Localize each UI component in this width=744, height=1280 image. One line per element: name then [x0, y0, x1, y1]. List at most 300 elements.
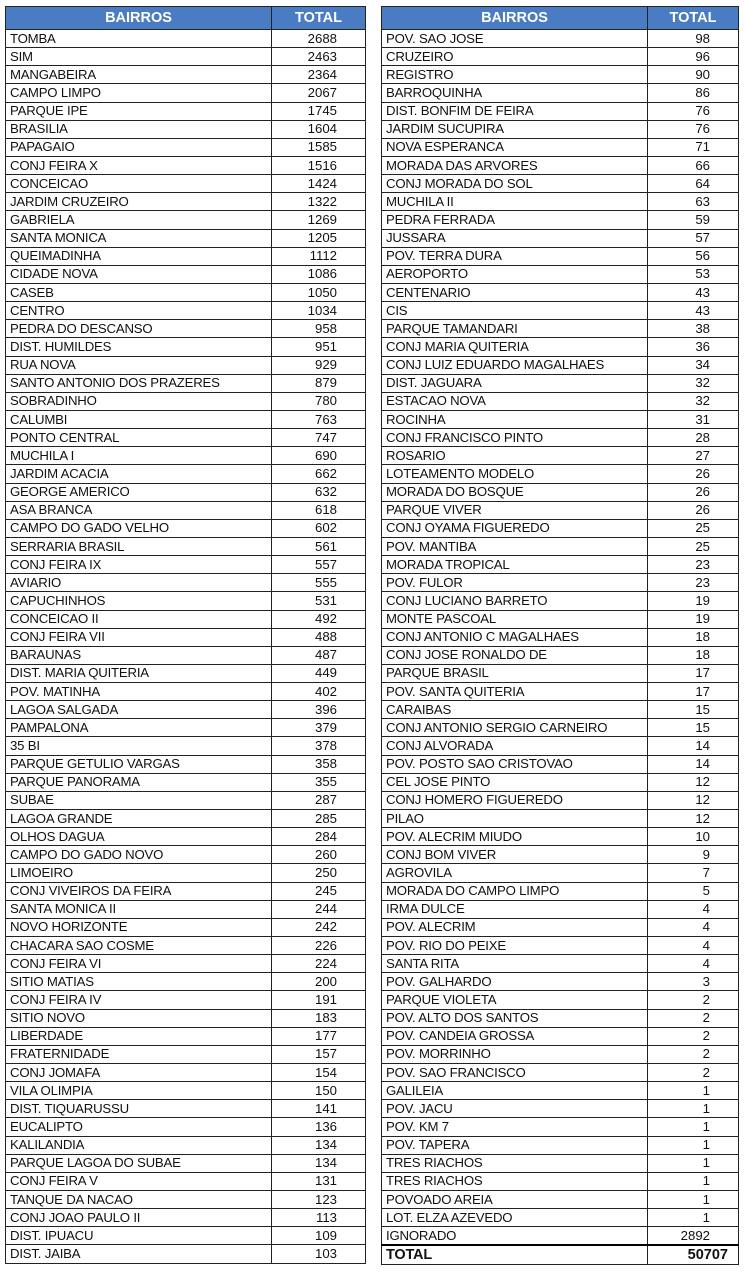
neighborhood-total: 555 — [272, 574, 366, 592]
neighborhood-name: CONJ FEIRA X — [6, 156, 272, 174]
table-row — [382, 955, 739, 973]
neighborhood-name: CONJ VIVEIROS DA FEIRA — [6, 882, 272, 900]
neighborhood-total: 285 — [272, 810, 366, 828]
neighborhood-name: PARQUE VIVER — [382, 501, 648, 519]
neighborhood-name: JARDIM SUCUPIRA — [382, 120, 648, 138]
neighborhood-name: POV. FULOR — [382, 574, 648, 592]
table-row — [382, 664, 739, 682]
neighborhood-name: PARQUE VIOLETA — [382, 991, 648, 1009]
neighborhood-name: MORADA DO BOSQUE — [382, 483, 648, 501]
neighborhood-name: CARAIBAS — [382, 701, 648, 719]
table-row — [6, 138, 366, 156]
table-row — [6, 846, 366, 864]
table-row — [382, 1136, 739, 1154]
table-row — [382, 1064, 739, 1082]
neighborhood-total: 23 — [648, 574, 739, 592]
table-row — [382, 1227, 739, 1246]
neighborhood-total: 43 — [648, 302, 739, 320]
table-row — [6, 955, 366, 973]
neighborhood-total: 154 — [272, 1064, 366, 1082]
neighborhood-name: GABRIELA — [6, 211, 272, 229]
neighborhood-total: 1 — [648, 1154, 739, 1172]
neighborhood-name: CONJ LUIZ EDUARDO MAGALHAES — [382, 356, 648, 374]
neighborhood-total: 358 — [272, 755, 366, 773]
neighborhood-name: NOVO HORIZONTE — [6, 918, 272, 936]
neighborhood-total: 224 — [272, 955, 366, 973]
neighborhood-total: 1034 — [272, 302, 366, 320]
neighborhood-total: 226 — [272, 937, 366, 955]
table-row — [6, 1245, 366, 1263]
neighborhood-name: CENTRO — [6, 302, 272, 320]
table-row — [382, 1009, 739, 1027]
neighborhood-name: QUEIMADINHA — [6, 247, 272, 265]
neighborhood-total: 1 — [648, 1191, 739, 1209]
neighborhood-total: 134 — [272, 1136, 366, 1154]
neighborhood-total: 378 — [272, 737, 366, 755]
neighborhood-total: 879 — [272, 374, 366, 392]
neighborhood-total: 561 — [272, 537, 366, 555]
neighborhood-name: DIST. HUMILDES — [6, 338, 272, 356]
table-row — [382, 410, 739, 428]
neighborhood-total: 2 — [648, 991, 739, 1009]
header-total: TOTAL — [648, 7, 739, 30]
neighborhood-name: CONJ BOM VIVER — [382, 846, 648, 864]
neighborhood-total: 90 — [648, 66, 739, 84]
neighborhood-name: POV. SAO JOSE — [382, 30, 648, 48]
table-row — [6, 283, 366, 301]
neighborhood-name: CRUZEIRO — [382, 48, 648, 66]
neighborhood-total: 396 — [272, 701, 366, 719]
neighborhood-name: ESTACAO NOVA — [382, 392, 648, 410]
neighborhood-total: 487 — [272, 646, 366, 664]
neighborhood-name: CAMPO DO GADO VELHO — [6, 519, 272, 537]
table-row — [6, 755, 366, 773]
neighborhood-name: CONJ FEIRA IX — [6, 556, 272, 574]
neighborhood-name: LAGOA SALGADA — [6, 701, 272, 719]
neighborhood-total: 17 — [648, 664, 739, 682]
neighborhood-total: 402 — [272, 683, 366, 701]
neighborhood-total: 26 — [648, 465, 739, 483]
table-row — [6, 719, 366, 737]
table-row — [382, 193, 739, 211]
neighborhood-name: CAPUCHINHOS — [6, 592, 272, 610]
neighborhood-total: 64 — [648, 175, 739, 193]
neighborhood-total: 76 — [648, 102, 739, 120]
neighborhood-name: IGNORADO — [382, 1227, 648, 1246]
table-row — [6, 882, 366, 900]
neighborhood-total: 747 — [272, 429, 366, 447]
neighborhood-total: 2688 — [272, 30, 366, 48]
neighborhood-name: POV. JACU — [382, 1100, 648, 1118]
table-row — [382, 773, 739, 791]
neighborhood-total: 618 — [272, 501, 366, 519]
table-row — [382, 175, 739, 193]
table-row — [382, 447, 739, 465]
neighborhood-name: DIST. JAIBA — [6, 1245, 272, 1263]
table-row — [382, 211, 739, 229]
neighborhood-total: 86 — [648, 84, 739, 102]
table-row — [382, 755, 739, 773]
neighborhood-total: 2364 — [272, 66, 366, 84]
neighborhood-name: 35 BI — [6, 737, 272, 755]
neighborhood-total: 763 — [272, 410, 366, 428]
neighborhood-total: 1604 — [272, 120, 366, 138]
neighborhood-name: POV. ALECRIM — [382, 918, 648, 936]
table-row — [382, 610, 739, 628]
neighborhood-name: GALILEIA — [382, 1082, 648, 1100]
neighborhood-total: 4 — [648, 918, 739, 936]
table-row — [382, 519, 739, 537]
table-row — [6, 1082, 366, 1100]
neighborhood-name: SOBRADINHO — [6, 392, 272, 410]
neighborhood-total: 4 — [648, 937, 739, 955]
table-row — [382, 973, 739, 991]
neighborhood-total: 134 — [272, 1154, 366, 1172]
neighborhood-total: 449 — [272, 664, 366, 682]
neighborhood-name: POVOADO AREIA — [382, 1191, 648, 1209]
neighborhood-name: CALUMBI — [6, 410, 272, 428]
table-row — [6, 683, 366, 701]
table-row — [6, 175, 366, 193]
neighborhood-name: SITIO NOVO — [6, 1009, 272, 1027]
neighborhood-total: 287 — [272, 791, 366, 809]
table-row — [6, 1064, 366, 1082]
neighborhood-name: POV. SANTA QUITERIA — [382, 683, 648, 701]
neighborhood-total: 4 — [648, 955, 739, 973]
neighborhood-name: DIST. JAGUARA — [382, 374, 648, 392]
neighborhood-total: 2067 — [272, 84, 366, 102]
table-row — [6, 392, 366, 410]
table-row — [6, 1100, 366, 1118]
table-row — [382, 429, 739, 447]
neighborhood-name: AGROVILA — [382, 864, 648, 882]
neighborhood-total: 43 — [648, 283, 739, 301]
neighborhood-name: CONCEICAO II — [6, 610, 272, 628]
neighborhood-total: 177 — [272, 1027, 366, 1045]
table-row — [6, 1009, 366, 1027]
neighborhood-total: 245 — [272, 882, 366, 900]
table-row — [6, 1118, 366, 1136]
neighborhood-total: 12 — [648, 773, 739, 791]
neighborhood-total: 59 — [648, 211, 739, 229]
neighborhood-total: 1 — [648, 1136, 739, 1154]
neighborhood-total: 66 — [648, 156, 739, 174]
neighborhood-name: PAMPALONA — [6, 719, 272, 737]
neighborhood-name: SANTA RITA — [382, 955, 648, 973]
neighborhood-name: LOTEAMENTO MODELO — [382, 465, 648, 483]
table-row — [382, 937, 739, 955]
table-row — [382, 1154, 739, 1172]
neighborhood-name: CONCEICAO — [6, 175, 272, 193]
neighborhood-name: JARDIM ACACIA — [6, 465, 272, 483]
table-row — [6, 229, 366, 247]
neighborhood-name: POV. TAPERA — [382, 1136, 648, 1154]
neighborhood-name: RUA NOVA — [6, 356, 272, 374]
neighborhood-total: 250 — [272, 864, 366, 882]
neighborhood-total: 25 — [648, 537, 739, 555]
table-row — [6, 1227, 366, 1245]
table-row — [382, 392, 739, 410]
neighborhood-total: 1 — [648, 1100, 739, 1118]
table-row — [382, 646, 739, 664]
neighborhood-total: 2 — [648, 1064, 739, 1082]
table-row — [382, 501, 739, 519]
neighborhood-name: CONJ FRANCISCO PINTO — [382, 429, 648, 447]
neighborhood-total: 200 — [272, 973, 366, 991]
table-row — [6, 84, 366, 102]
neighborhood-total: 242 — [272, 918, 366, 936]
neighborhood-name: POV. MATINHA — [6, 683, 272, 701]
neighborhood-total: 63 — [648, 193, 739, 211]
neighborhood-total: 15 — [648, 719, 739, 737]
neighborhood-name: MORADA DO CAMPO LIMPO — [382, 882, 648, 900]
neighborhood-total: 31 — [648, 410, 739, 428]
neighborhood-total: 183 — [272, 1009, 366, 1027]
table-row — [6, 465, 366, 483]
table-row — [6, 447, 366, 465]
table-row — [6, 410, 366, 428]
table-row — [382, 1191, 739, 1209]
neighborhood-name: CONJ FEIRA V — [6, 1172, 272, 1190]
table-row — [6, 1136, 366, 1154]
neighborhood-name: LOT. ELZA AZEVEDO — [382, 1209, 648, 1227]
table-row — [6, 193, 366, 211]
table-row — [382, 229, 739, 247]
neighborhood-total: 1745 — [272, 102, 366, 120]
neighborhood-name: MORADA DAS ARVORES — [382, 156, 648, 174]
neighborhood-name: PEDRA FERRADA — [382, 211, 648, 229]
table-row — [6, 1027, 366, 1045]
neighborhood-name: BRASILIA — [6, 120, 272, 138]
table-row — [382, 537, 739, 555]
neighborhood-total: 355 — [272, 773, 366, 791]
neighborhood-name: CAMPO LIMPO — [6, 84, 272, 102]
table-row — [382, 320, 739, 338]
table-row — [6, 30, 366, 48]
neighborhood-name: CONJ OYAMA FIGUEREDO — [382, 519, 648, 537]
neighborhood-name: MANGABEIRA — [6, 66, 272, 84]
neighborhood-name: KALILANDIA — [6, 1136, 272, 1154]
table-row — [6, 429, 366, 447]
neighborhood-name: CIDADE NOVA — [6, 265, 272, 283]
neighborhood-name: POV. KM 7 — [382, 1118, 648, 1136]
table-row — [6, 320, 366, 338]
neighborhood-total: 26 — [648, 501, 739, 519]
table-row — [382, 356, 739, 374]
neighborhood-name: ASA BRANCA — [6, 501, 272, 519]
table-row — [6, 374, 366, 392]
table-row — [382, 683, 739, 701]
table-row — [382, 1118, 739, 1136]
neighborhood-total: 2 — [648, 1027, 739, 1045]
table-row — [382, 465, 739, 483]
table-row — [6, 1154, 366, 1172]
table-row — [6, 701, 366, 719]
neighborhood-total: 3 — [648, 973, 739, 991]
neighborhood-total: 662 — [272, 465, 366, 483]
table-row — [382, 791, 739, 809]
neighborhood-name: CONJ JOAO PAULO II — [6, 1209, 272, 1227]
neighborhood-name: PAPAGAIO — [6, 138, 272, 156]
table-row — [6, 211, 366, 229]
neighborhood-name: TANQUE DA NACAO — [6, 1191, 272, 1209]
table-row — [382, 592, 739, 610]
table-row — [6, 1172, 366, 1190]
neighborhood-name: PARQUE GETULIO VARGAS — [6, 755, 272, 773]
table-row — [382, 719, 739, 737]
neighborhood-name: SANTA MONICA II — [6, 900, 272, 918]
table-row — [382, 828, 739, 846]
table-row — [6, 1191, 366, 1209]
grand-total-value: 50707 — [648, 1245, 739, 1264]
neighborhood-name: CONJ ANTONIO SERGIO CARNEIRO — [382, 719, 648, 737]
neighborhood-total: 780 — [272, 392, 366, 410]
table-row — [382, 483, 739, 501]
neighborhood-name: PONTO CENTRAL — [6, 429, 272, 447]
neighborhood-total: 18 — [648, 646, 739, 664]
neighborhood-name: SANTA MONICA — [6, 229, 272, 247]
neighborhood-total: 191 — [272, 991, 366, 1009]
neighborhood-total: 488 — [272, 628, 366, 646]
table-row — [6, 302, 366, 320]
table-row — [382, 338, 739, 356]
table-row — [6, 646, 366, 664]
neighborhood-total: 557 — [272, 556, 366, 574]
neighborhood-total: 27 — [648, 447, 739, 465]
table-row — [6, 1045, 366, 1063]
table-row — [6, 592, 366, 610]
neighborhood-name: PARQUE TAMANDARI — [382, 320, 648, 338]
neighborhood-name: VILA OLIMPIA — [6, 1082, 272, 1100]
table-row — [382, 1027, 739, 1045]
neighborhood-name: NOVA ESPERANCA — [382, 138, 648, 156]
neighborhood-total: 531 — [272, 592, 366, 610]
table-row — [382, 374, 739, 392]
neighborhood-total: 19 — [648, 592, 739, 610]
neighborhood-total: 958 — [272, 320, 366, 338]
table-row — [6, 519, 366, 537]
neighborhood-total: 32 — [648, 392, 739, 410]
neighborhood-name: POV. GALHARDO — [382, 973, 648, 991]
table-row — [382, 1045, 739, 1063]
table-row — [382, 138, 739, 156]
table-row — [382, 283, 739, 301]
neighborhood-total: 17 — [648, 683, 739, 701]
table-row — [382, 265, 739, 283]
table-row — [6, 1209, 366, 1227]
table-row — [382, 302, 739, 320]
table-row — [382, 918, 739, 936]
table-row — [382, 1082, 739, 1100]
header-bairros: BAIRROS — [382, 7, 648, 30]
neighborhood-name: DIST. BONFIM DE FEIRA — [382, 102, 648, 120]
neighborhood-name: CAMPO DO GADO NOVO — [6, 846, 272, 864]
neighborhood-name: MORADA TROPICAL — [382, 556, 648, 574]
neighborhood-name: SIM — [6, 48, 272, 66]
neighborhood-total: 1050 — [272, 283, 366, 301]
table-header-row — [6, 7, 366, 30]
table-row — [382, 628, 739, 646]
neighborhood-name: AVIARIO — [6, 574, 272, 592]
neighborhood-name: DIST. TIQUARUSSU — [6, 1100, 272, 1118]
table-row — [382, 810, 739, 828]
neighborhood-name: DIST. MARIA QUITERIA — [6, 664, 272, 682]
neighborhood-total: 1205 — [272, 229, 366, 247]
neighborhood-total: 1 — [648, 1118, 739, 1136]
neighborhood-total: 1322 — [272, 193, 366, 211]
table-row — [6, 773, 366, 791]
table-row — [382, 84, 739, 102]
neighborhood-name: OLHOS DAGUA — [6, 828, 272, 846]
neighborhood-name: SUBAE — [6, 791, 272, 809]
neighborhood-name: POV. RIO DO PEIXE — [382, 937, 648, 955]
neighborhood-name: POV. ALECRIM MIUDO — [382, 828, 648, 846]
neighborhood-name: CONJ LUCIANO BARRETO — [382, 592, 648, 610]
neighborhood-table-left — [5, 6, 366, 1264]
neighborhood-name: JUSSARA — [382, 229, 648, 247]
table-row — [6, 973, 366, 991]
neighborhood-total: 109 — [272, 1227, 366, 1245]
neighborhood-name: CASEB — [6, 283, 272, 301]
table-row — [6, 483, 366, 501]
table-row — [6, 791, 366, 809]
neighborhood-table-right — [381, 6, 739, 1265]
neighborhood-total: 244 — [272, 900, 366, 918]
table-row — [6, 265, 366, 283]
neighborhood-total: 1516 — [272, 156, 366, 174]
neighborhood-total: 53 — [648, 265, 739, 283]
neighborhood-name: ROSARIO — [382, 447, 648, 465]
neighborhood-total: 602 — [272, 519, 366, 537]
neighborhood-total: 7 — [648, 864, 739, 882]
neighborhood-total: 25 — [648, 519, 739, 537]
table-row — [6, 48, 366, 66]
neighborhood-name: CENTENARIO — [382, 283, 648, 301]
table-row — [382, 900, 739, 918]
neighborhood-name: PARQUE LAGOA DO SUBAE — [6, 1154, 272, 1172]
table-row — [6, 918, 366, 936]
neighborhood-total: 123 — [272, 1191, 366, 1209]
neighborhood-name: DIST. IPUACU — [6, 1227, 272, 1245]
neighborhood-name: JARDIM CRUZEIRO — [6, 193, 272, 211]
grand-total-row — [382, 1245, 739, 1264]
neighborhood-total: 12 — [648, 810, 739, 828]
neighborhood-total: 36 — [648, 338, 739, 356]
table-row — [6, 501, 366, 519]
neighborhood-total: 632 — [272, 483, 366, 501]
table-row — [382, 574, 739, 592]
table-row — [6, 937, 366, 955]
neighborhood-name: POV. CANDEIA GROSSA — [382, 1027, 648, 1045]
table-row — [382, 991, 739, 1009]
neighborhood-name: CONJ MARIA QUITERIA — [382, 338, 648, 356]
neighborhood-total: 9 — [648, 846, 739, 864]
neighborhood-name: CONJ JOSE RONALDO DE — [382, 646, 648, 664]
table-row — [6, 120, 366, 138]
neighborhood-name: POV. TERRA DURA — [382, 247, 648, 265]
grand-total-label: TOTAL — [382, 1245, 648, 1264]
neighborhood-name: POV. POSTO SAO CRISTOVAO — [382, 755, 648, 773]
neighborhood-name: CHACARA SAO COSME — [6, 937, 272, 955]
neighborhood-name: PILAO — [382, 810, 648, 828]
neighborhood-total: 32 — [648, 374, 739, 392]
neighborhood-name: FRATERNIDADE — [6, 1045, 272, 1063]
neighborhood-name: PEDRA DO DESCANSO — [6, 320, 272, 338]
neighborhood-total: 2463 — [272, 48, 366, 66]
table-row — [382, 1209, 739, 1227]
table-row — [6, 537, 366, 555]
table-row — [382, 701, 739, 719]
